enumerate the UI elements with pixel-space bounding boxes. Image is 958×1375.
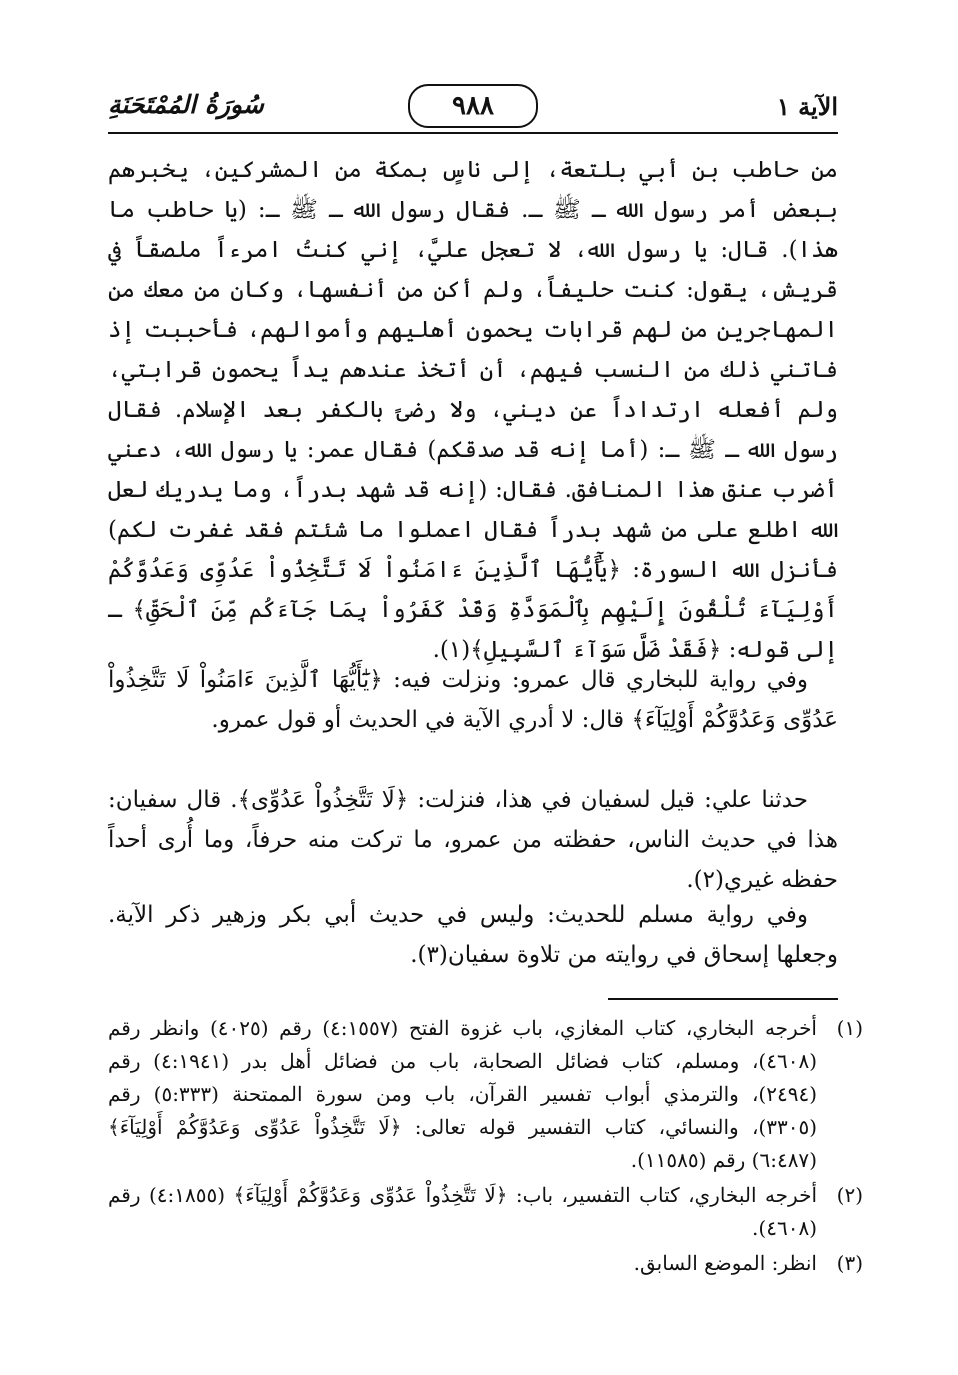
footnotes xyxy=(108,1012,863,1282)
paragraph-muslim-narration: وفي رواية مسلم للحديث: وليس في حديث أبي بكر وزهير ذكر الآية. وجعلها إسحاق في روايته من تلاوة سفيان(٣). xyxy=(108,902,838,968)
footnote-3 xyxy=(108,1247,863,1280)
page-header xyxy=(108,82,838,138)
footnote-2 xyxy=(108,1179,863,1245)
surah-title: سُورَةُ المُمْتَحَنَةِ xyxy=(108,90,264,119)
footnote-1 xyxy=(108,1012,863,1177)
paragraph-hadith-text: من حاطب بن أبي بلتعة، إلى ناسٍ بمكة من المشركين، يخبرهم ببعض أمر رسول الله ـ ﷺ ـ. فقال رسول الله ـ ﷺ ـ: (يا حاطب ما هذا). قال: يا رسول الله، لا تعجل عليَّ، إني كنتُ امرءاً ملصقاً في قريش، يقول: كنت حليفاً، ولم أكن من أنفسها، وكان من معك من المهاجرين من لهم قرابات يحمون أهليهم وأموالهم، فأحببت إذ فاتني ذلك من النسب فيهم، أن أتخذ عندهم يداً يحمون قرابتي، ولم أفعله ارتداداً عن ديني، ولا رضىً بالكفر بعد الإسلام. فقال رسول الله ـ ﷺ ـ: (أما إنه قد صدقكم) فقال عمر: يا رسول الله، دعني أضرب عنق هذا المنافق. فقال: (إنه قد شهد بدراً، وما يدريك لعل الله اطلع على من شهد بدراً فقال اعملوا ما شئتم فقد غفرت لكم) فأنزل الله السورة: ﴿يَٰٓأَيُّهَا ٱلَّذِينَ ءَامَنُواْ لَا تَتَّخِذُواْ عَدُوِّى وَعَدُوَّكُمْ أَوْلِيَآءَ تُلْقُونَ إِلَيْهِم بِٱلْمَوَدَّةِ وَقَدْ كَفَرُواْ بِمَا جَآءَكُم مِّنَ ٱلْحَقِّ﴾ ـ إلى قوله: ﴿فَقَدْ ضَلَّ سَوَآءَ ٱلسَّبِيلِ﴾(١). xyxy=(108,157,838,663)
page-number: ٩٨٨ xyxy=(408,84,538,128)
footnote-separator xyxy=(608,998,838,1000)
paragraph-sufyan-narration: حدثنا علي: قيل لسفيان في هذا، فنزلت: ﴿لَا تَتَّخِذُواْ عَدُوِّى﴾. قال سفيان: هذا في حديث الناس، حفظته من عمرو، ما تركت منه حرفاً، وما أُرى أحداً حفظه غيري(٢). xyxy=(108,787,838,893)
footnote-number: (١) xyxy=(836,1016,863,1040)
header-rule xyxy=(108,132,838,134)
footnote-text: أخرجه البخاري، كتاب التفسير، باب: ﴿لَا تَتَّخِذُواْ عَدُوِّى وَعَدُوَّكُمْ أَوْلِيَآءَ﴾ (٤:١٨٥٥) رقم (٤٦٠٨). xyxy=(108,1183,817,1240)
verse-label: الآية ١ xyxy=(776,92,838,121)
footnote-number: (٢) xyxy=(836,1183,863,1207)
paragraph-bukhari-narration: وفي رواية للبخاري قال عمرو: ونزلت فيه: ﴿يَٰٓأَيُّهَا ٱلَّذِينَ ءَامَنُواْ لَا تَتَّخِذُواْ عَدُوِّى وَعَدُوَّكُمْ أَوْلِيَآءَ﴾ قال: لا أدري الآية في الحديث أو قول عمرو. xyxy=(108,667,838,733)
footnote-text: أخرجه البخاري، كتاب المغازي، باب غزوة الفتح (٤:١٥٥٧) رقم (٤٠٢٥) وانظر رقم (٤٦٠٨)، ومسلم، كتاب فضائل الصحابة، باب من فضائل أهل بدر (٤:١٩٤١) رقم (٢٤٩٤)، والترمذي أبواب تفسير القرآن، باب ومن سورة الممتحنة (٥:٣٣٣) رقم (٣٣٠٥)، والنسائي، كتاب التفسير قوله تعالى: ﴿لَا تَتَّخِذُواْ عَدُوِّى وَعَدُوَّكُمْ أَوْلِيَآءَ﴾ (٦:٤٨٧) رقم (١١٥٨٥). xyxy=(108,1016,817,1172)
footnote-number: (٣) xyxy=(836,1251,863,1275)
footnote-text: انظر: الموضع السابق. xyxy=(633,1251,817,1275)
